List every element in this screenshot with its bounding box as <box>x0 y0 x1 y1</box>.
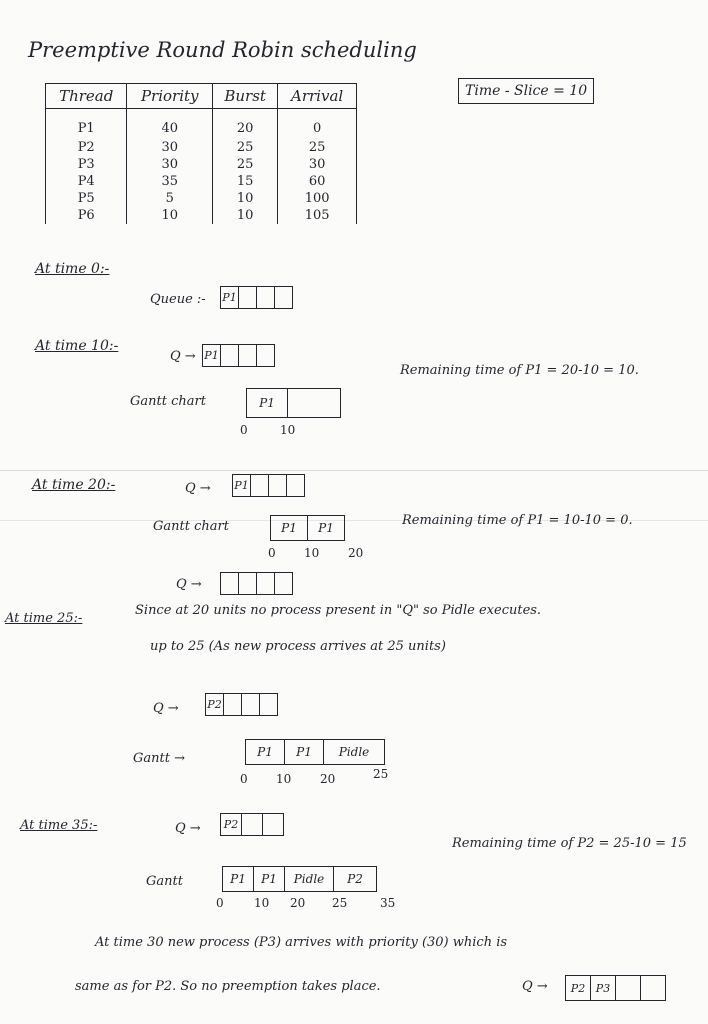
ready-queue <box>565 975 666 1001</box>
gantt-segment: P1 <box>247 389 288 417</box>
cell-arrival: 60 <box>278 173 357 190</box>
cell-thread: P3 <box>46 156 127 173</box>
cell-burst: 25 <box>213 156 278 173</box>
explanation-line: Since at 20 units no process present in "Q" so Pidle executes. <box>135 603 542 618</box>
queue-cell <box>275 287 292 308</box>
gantt-tick: 0 <box>268 546 276 560</box>
queue-cell <box>260 694 277 715</box>
queue-cell <box>257 345 274 366</box>
table-row <box>46 173 357 190</box>
queue-cell: P1 <box>233 475 251 496</box>
queue-label: Q → <box>175 821 201 836</box>
time-35-heading: At time 35:- <box>20 818 98 833</box>
ready-queue <box>202 344 275 367</box>
gantt-label: Gantt chart <box>153 519 229 534</box>
cell-arrival: 0 <box>278 109 357 140</box>
table-row <box>46 156 357 173</box>
remaining-time-note: Remaining time of P2 = 25-10 = 15 <box>452 836 687 851</box>
queue-cell <box>242 694 260 715</box>
gantt-segment: P1 <box>246 740 285 764</box>
time-20-heading: At time 20:- <box>32 477 116 493</box>
queue-cell <box>239 345 257 366</box>
queue-cell <box>239 573 257 594</box>
queue-cell <box>251 475 269 496</box>
gantt-chart <box>246 388 341 418</box>
time-25-heading: At time 25:- <box>5 611 83 626</box>
gantt-segment: P1 <box>318 521 334 535</box>
table-row <box>46 139 357 156</box>
gantt-label: Gantt chart <box>130 394 206 409</box>
queue-cell: P1 <box>221 287 239 308</box>
page-title: Preemptive Round Robin scheduling <box>28 38 417 62</box>
queue-label: Q → <box>176 577 202 592</box>
queue-cell <box>257 287 275 308</box>
cell-thread: P1 <box>46 109 127 140</box>
process-table <box>45 83 357 224</box>
queue-cell <box>275 573 292 594</box>
gantt-tick: 10 <box>304 546 320 560</box>
table-row <box>46 190 357 207</box>
queue-cell <box>221 573 239 594</box>
table-row <box>46 207 357 224</box>
gantt-tick: 35 <box>380 896 396 910</box>
cell-arrival: 100 <box>278 190 357 207</box>
gantt-tick: 20 <box>320 772 336 786</box>
gantt-tick: 25 <box>332 896 348 910</box>
cell-burst: 25 <box>213 139 278 156</box>
gantt-tick: 0 <box>240 772 248 786</box>
cell-burst: 10 <box>213 190 278 207</box>
time-0-heading: At time 0:- <box>35 261 110 277</box>
gantt-segment: P1 <box>254 867 285 891</box>
cell-priority: 10 <box>127 207 213 224</box>
queue-cell: P2 <box>221 814 242 835</box>
gantt-segment: Pidle <box>285 867 334 891</box>
gantt-segment: P1 <box>285 740 324 764</box>
time-10-heading: At time 10:- <box>35 338 119 354</box>
cell-burst: 20 <box>213 109 278 140</box>
table-header-row <box>46 84 357 109</box>
queue-cell <box>263 814 283 835</box>
queue-label: Q → <box>185 481 211 496</box>
remaining-time-note: Remaining time of P1 = 10-10 = 0. <box>402 513 633 528</box>
remaining-time-note: Remaining time of P1 = 20-10 = 10. <box>400 363 639 378</box>
cell-priority: 5 <box>127 190 213 207</box>
queue-cell <box>239 287 257 308</box>
gantt-segment: P2 <box>347 872 363 886</box>
queue-label: Q → <box>522 979 548 994</box>
cell-arrival: 25 <box>278 139 357 156</box>
cell-burst: 10 <box>213 207 278 224</box>
ready-queue <box>220 572 293 595</box>
gantt-chart <box>245 739 385 765</box>
gantt-chart <box>270 515 345 541</box>
explanation-line: At time 30 new process (P3) arrives with priority (30) which is <box>95 935 508 950</box>
table-row <box>46 109 357 140</box>
gantt-tick: 0 <box>216 896 224 910</box>
gantt-tick: 25 <box>373 767 389 781</box>
ready-queue <box>220 813 284 836</box>
queue-cell <box>242 814 263 835</box>
cell-priority: 35 <box>127 173 213 190</box>
queue-cell: P2 <box>566 976 591 1000</box>
gantt-tick: 0 <box>240 423 248 437</box>
cell-arrival: 30 <box>278 156 357 173</box>
gantt-tick: 10 <box>254 896 270 910</box>
gantt-tick: 10 <box>276 772 292 786</box>
explanation-line: same as for P2. So no preemption takes place. <box>75 979 381 994</box>
queue-cell <box>616 976 641 1000</box>
gantt-chart <box>222 866 377 892</box>
time-slice-box: Time - Slice = 10 <box>458 78 594 104</box>
cell-thread: P4 <box>46 173 127 190</box>
cell-priority: 40 <box>127 109 213 140</box>
header-arrival: Arrival <box>278 84 357 109</box>
page-fold <box>0 470 708 471</box>
cell-thread: P2 <box>46 139 127 156</box>
gantt-label: Gantt → <box>133 751 185 766</box>
queue-label: Q → <box>153 701 179 716</box>
queue-cell <box>257 573 275 594</box>
queue-cell: P3 <box>591 976 616 1000</box>
explanation-line: up to 25 (As new process arrives at 25 units) <box>150 639 446 654</box>
gantt-label: Gantt <box>146 874 183 889</box>
cell-priority: 30 <box>127 139 213 156</box>
gantt-tick: 20 <box>348 546 364 560</box>
queue-label: Q → <box>170 349 196 364</box>
gantt-segment <box>288 389 340 417</box>
cell-priority: 30 <box>127 156 213 173</box>
queue-label: Queue :- <box>150 292 206 307</box>
cell-arrival: 105 <box>278 207 357 224</box>
gantt-segment: Pidle <box>338 745 370 759</box>
header-burst: Burst <box>213 84 278 109</box>
gantt-segment: P1 <box>271 516 308 540</box>
queue-cell <box>224 694 242 715</box>
ready-queue <box>220 286 293 309</box>
gantt-tick: 20 <box>290 896 306 910</box>
queue-cell: P2 <box>206 694 224 715</box>
header-priority: Priority <box>127 84 213 109</box>
queue-cell <box>269 475 287 496</box>
queue-cell: P1 <box>203 345 221 366</box>
ready-queue <box>205 693 278 716</box>
cell-thread: P5 <box>46 190 127 207</box>
gantt-segment: P1 <box>223 867 254 891</box>
ready-queue <box>232 474 305 497</box>
queue-cell <box>221 345 239 366</box>
cell-thread: P6 <box>46 207 127 224</box>
cell-burst: 15 <box>213 173 278 190</box>
queue-cell <box>641 976 665 1000</box>
queue-cell <box>287 475 304 496</box>
header-thread: Thread <box>46 84 127 109</box>
gantt-tick: 10 <box>280 423 296 437</box>
